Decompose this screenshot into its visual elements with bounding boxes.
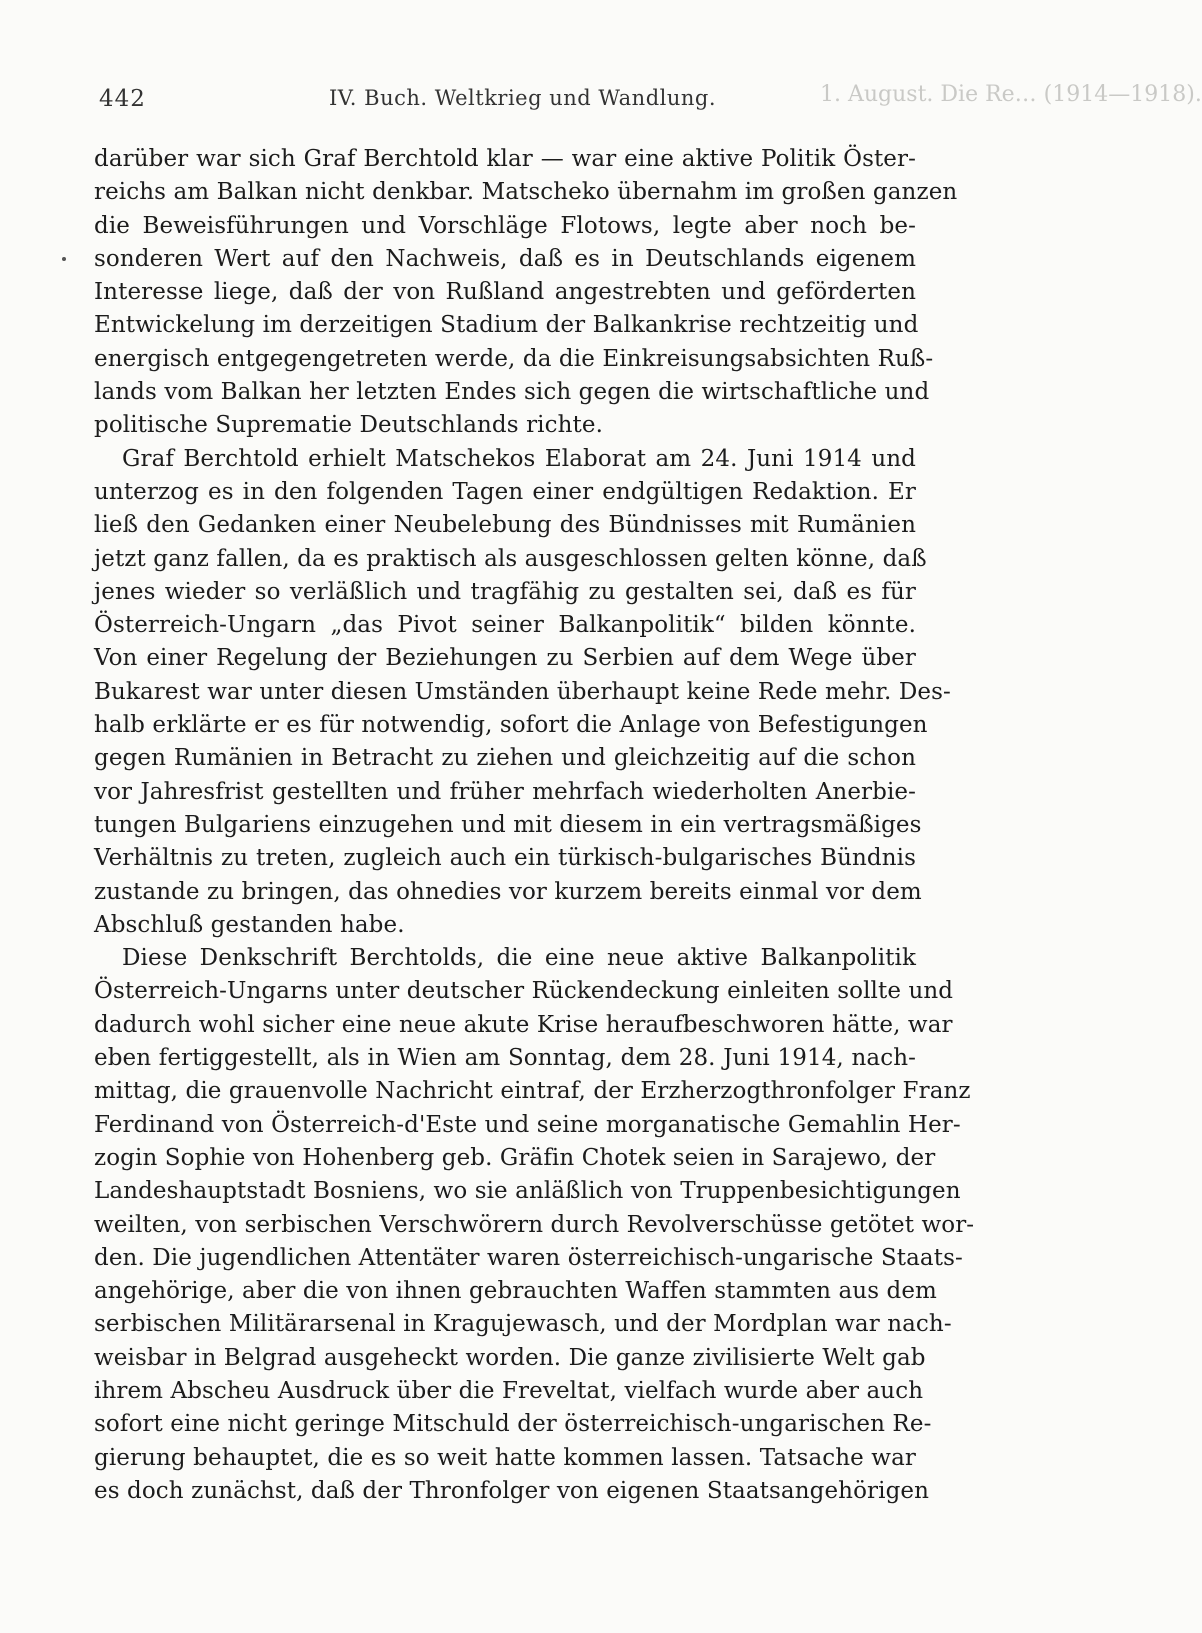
text-line: jetzt ganz fallen, da es praktisch als ausgeschlossen gelten könne, daß — [94, 545, 927, 572]
text-line: darüber war sich Graf Berchtold klar — war eine aktive Politik Öster- — [94, 146, 916, 172]
text-line: die Beweisführungen und Vorschläge Flotows, legte aber noch be- — [94, 212, 916, 239]
bleed-through-text: 1. August. Die Re… (1914—1918). — [820, 82, 1202, 107]
text-line: Verhältnis zu treten, zugleich auch ein türkisch-bulgarisches Bündnis — [94, 845, 916, 872]
text-line: Graf Berchtold erhielt Matschekos Elaborat am 24. Juni 1914 und — [122, 445, 916, 472]
text-line: ihrem Abscheu Ausdruck über die Freveltat, vielfach wurde aber auch — [94, 1377, 924, 1404]
text-line: weilten, von serbischen Verschwörern durch Revolverschüsse getötet wor- — [94, 1211, 975, 1238]
text-line: es doch zunächst, daß der Thronfolger von eigenen Staatsangehörigen — [94, 1477, 930, 1504]
text-line: zogin Sophie von Hohenberg geb. Gräfin Chotek seien in Sarajewo, der — [94, 1144, 936, 1171]
text-line: Diese Denkschrift Berchtolds, die eine neue aktive Balkanpolitik — [122, 945, 916, 972]
text-line: sofort eine nicht geringe Mitschuld der österreichisch-ungarischen Re- — [94, 1411, 932, 1438]
text-line: Ferdinand von Österreich-d'Este und seine morganatische Gemahlin Her- — [94, 1111, 961, 1138]
page-header — [99, 86, 909, 120]
text-line: jenes wieder so verläßlich und tragfähig zu gestalten sei, daß es für — [94, 578, 916, 605]
text-line: energisch entgegengetreten werde, da die Einkreisungsabsichten Ruß- — [94, 345, 934, 372]
text-line: angehörige, aber die von ihnen gebrauchten Waffen stammten aus dem — [94, 1278, 937, 1305]
text-line: Landeshauptstadt Bosniens, wo sie anläßlich von Truppenbesichtigungen — [94, 1178, 961, 1205]
text-line: Entwickelung im derzeitigen Stadium der Balkankrise rechtzeitig und — [94, 312, 919, 339]
text-line: ließ den Gedanken einer Neubelebung des Bündnisses mit Rumänien — [94, 512, 916, 539]
text-line: Österreich-Ungarn „das Pivot seiner Balkanpolitik“ bilden könnte. — [94, 612, 916, 639]
body-text — [94, 143, 975, 1508]
text-line: serbischen Militärarsenal in Kragujewasch, und der Mordplan war nach- — [94, 1311, 952, 1338]
text-line: Von einer Regelung der Beziehungen zu Serbien auf dem Wege über — [94, 645, 916, 672]
text-line: Interesse liege, daß der von Rußland angestrebten und geförderten — [94, 279, 916, 306]
text-line: reichs am Balkan nicht denkbar. Matscheko übernahm im großen ganzen — [94, 179, 958, 206]
text-line: Bukarest war unter diesen Umständen überhaupt keine Rede mehr. Des- — [94, 678, 951, 705]
text-line: Abschluß gestanden habe. — [94, 911, 405, 938]
text-line: den. Die jugendlichen Attentäter waren österreichisch-ungarische Staats- — [94, 1244, 963, 1271]
text-line: lands vom Balkan her letzten Endes sich gegen die wirtschaftliche und — [94, 379, 930, 406]
page-number: 442 — [99, 86, 146, 112]
text-line: sonderen Wert auf den Nachweis, daß es in Deutschlands eigenem — [94, 245, 916, 272]
text-line: zustande zu bringen, das ohnedies vor kurzem bereits einmal vor dem — [94, 878, 922, 905]
text-line: gegen Rumänien in Betracht zu ziehen und gleichzeitig auf die schon — [94, 745, 916, 772]
text-line: Österreich-Ungarns unter deutscher Rückendeckung einleiten sollte und — [94, 978, 954, 1005]
text-line: mittag, die grauenvolle Nachricht eintraf, der Erzherzogthronfolger Franz — [94, 1078, 971, 1105]
text-line: unterzog es in den folgenden Tagen einer endgültigen Redaktion. Er — [94, 478, 916, 505]
margin-mark — [62, 257, 66, 261]
text-line: gierung behauptet, die es so weit hatte kommen lassen. Tatsache war — [94, 1444, 916, 1471]
running-head: IV. Buch. Weltkrieg und Wandlung. — [329, 86, 717, 110]
text-line: eben fertiggestellt, als in Wien am Sonntag, dem 28. Juni 1914, nach- — [94, 1045, 916, 1072]
text-line: vor Jahresfrist gestellten und früher mehrfach wiederholten Anerbie- — [94, 778, 916, 805]
text-line: weisbar in Belgrad ausgeheckt worden. Die ganze zivilisierte Welt gab — [94, 1344, 926, 1371]
text-line: halb erklärte er es für notwendig, sofort die Anlage von Befestigungen — [94, 712, 928, 739]
text-line: politische Suprematie Deutschlands richte. — [94, 412, 603, 439]
text-line: dadurch wohl sicher eine neue akute Krise heraufbeschworen hätte, war — [94, 1011, 953, 1038]
text-line: tungen Bulgariens einzugehen und mit diesem in ein vertragsmäßiges — [94, 811, 922, 838]
